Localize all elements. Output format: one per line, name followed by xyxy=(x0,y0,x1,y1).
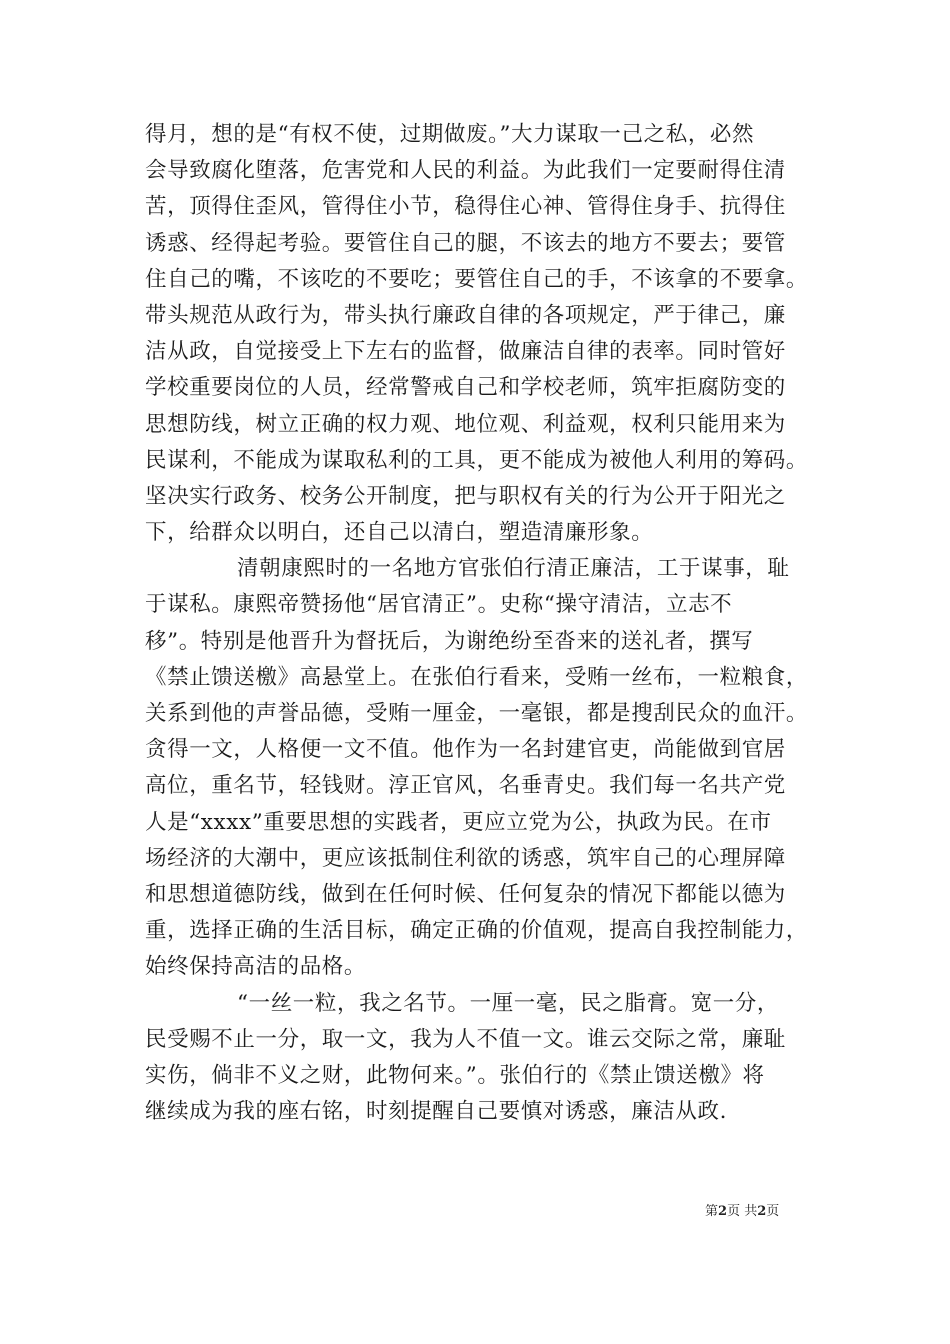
text-line: “一丝一粒，我之名节。一厘一毫，民之脂膏。宽一分， xyxy=(237,990,779,1016)
text-line: 《禁止馈送檄》高悬堂上。在张伯行看来，受贿一丝布，一粒粮食， xyxy=(145,664,809,690)
text-line: 住自己的嘴，不该吃的不要吃；要管住自己的手，不该拿的不要拿。 xyxy=(145,266,809,292)
text-line: 坚决实行政务、校务公开制度，把与职权有关的行为公开于阳光之 xyxy=(145,483,786,509)
text-line: 民谋利，不能成为谋取私利的工具，更不能成为被他人利用的筹码。 xyxy=(145,447,809,473)
text-line: 洁从政，自觉接受上下左右的监督，做廉洁自律的表率。同时管好 xyxy=(145,339,786,365)
text-line: 始终保持高洁的品格。 xyxy=(145,954,367,980)
text-line: 苦，顶得住歪风，管得住小节，稳得住心神、管得住身手、抗得住 xyxy=(145,194,786,220)
current-page-number: 2 xyxy=(718,1204,728,1219)
paragraph-2 xyxy=(145,551,815,985)
text-line: 得月，想的是“有权不使，过期做废。”大力谋取一己之私，必然 xyxy=(145,122,755,147)
footer-suffix: 页 xyxy=(766,1204,780,1219)
text-line: 场经济的大潮中，更应该抵制住利欲的诱惑，筑牢自己的心理屏障 xyxy=(145,845,786,871)
page-number-footer xyxy=(705,1204,815,1220)
text-line: 移”。特别是他晋升为督抚后，为谢绝纷至沓来的送礼者，撰写 xyxy=(145,628,754,654)
total-page-number: 2 xyxy=(757,1204,767,1219)
text-line: 关系到他的声誉品德，受贿一厘金，一毫银，都是搜刮民众的血汗。 xyxy=(145,701,809,726)
text-line: 和思想道德防线，做到在任何时候、任何复杂的情况下都能以德为 xyxy=(145,881,786,907)
document-body xyxy=(145,117,815,1130)
footer-middle: 页 共 xyxy=(727,1204,758,1219)
text-line: 清朝康熙时的一名地方官张伯行清正廉洁，工于谋事，耻 xyxy=(237,556,790,582)
text-line: 实伤，倘非不义之财，此物何来。”。张伯行的《禁止馈送檄》将 xyxy=(145,1062,765,1088)
paragraph-1 xyxy=(145,117,815,551)
text-line: 学校重要岗位的人员，经常警戒自己和学校老师，筑牢拒腐防变的 xyxy=(145,375,786,401)
footer-prefix: 第 xyxy=(705,1204,719,1219)
text-line: 思想防线，树立正确的权力观、地位观、利益观，权利只能用来为 xyxy=(145,411,786,437)
text-line: 于谋私。康熙帝赞扬他“居官清正”。史称“操守清洁，立志不 xyxy=(145,592,733,618)
text-line: 诱惑、经得起考验。要管住自己的腿，不该去的地方不要去；要管 xyxy=(145,230,786,256)
text-line: 继续成为我的座右铭，时刻提醒自己要慎对诱惑，廉洁从政. xyxy=(145,1099,728,1125)
text-line: 高位，重名节，轻钱财。淳正官风，名垂青史。我们每一名共产党 xyxy=(145,773,786,799)
text-line: 会导致腐化堕落，危害党和人民的利益。为此我们一定要耐得住清 xyxy=(145,158,786,184)
text-line: 贪得一文，人格便一文不值。他作为一名封建官吏，尚能做到官居 xyxy=(145,737,786,763)
text-line: 带头规范从政行为，带头执行廉政自律的各项规定，严于律己，廉 xyxy=(145,302,786,328)
text-line: 民受赐不止一分，取一文，我为人不值一文。谁云交际之常，廉耻 xyxy=(145,1026,786,1052)
text-line: 人是“xxxx”重要思想的实践者，更应立党为公，执政为民。在市 xyxy=(145,809,772,835)
text-line: 下，给群众以明白，还自己以清白，塑造清廉形象。 xyxy=(145,520,654,546)
text-line: 重，选择正确的生活目标，确定正确的价值观，提高自我控制能力， xyxy=(145,918,809,944)
paragraph-3 xyxy=(145,986,815,1131)
